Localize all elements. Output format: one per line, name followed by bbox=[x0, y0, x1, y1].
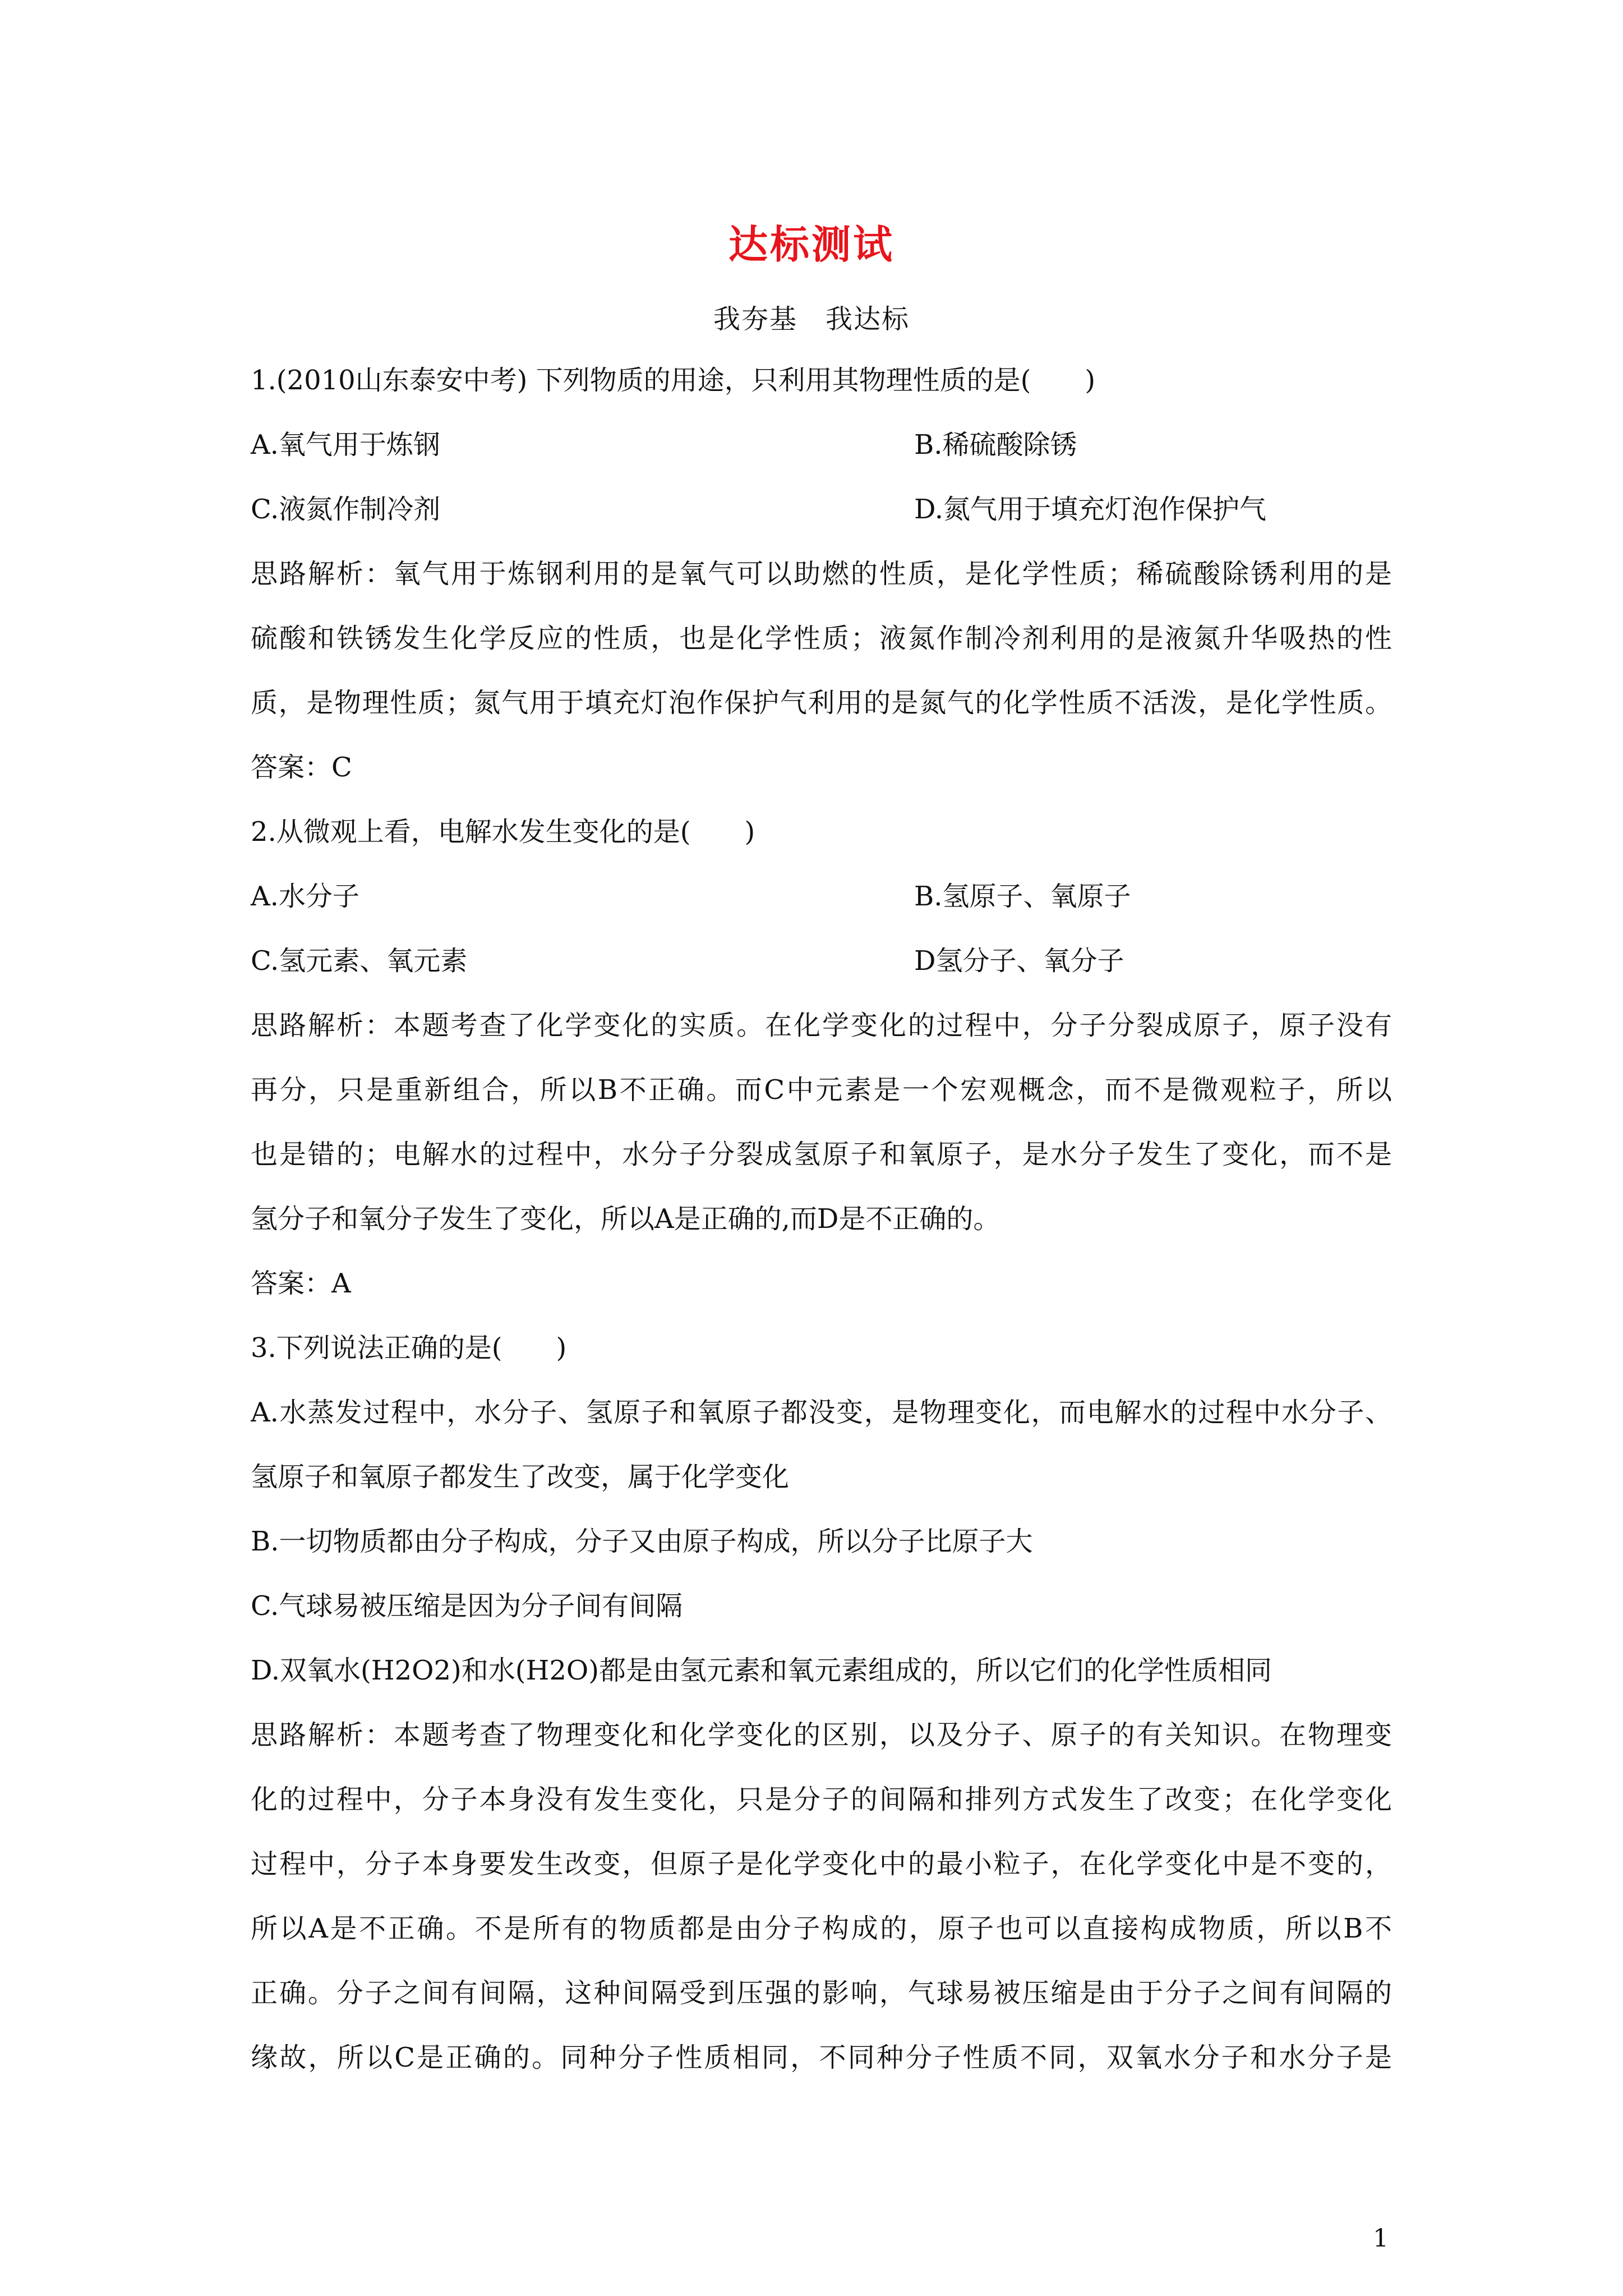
section-subtitle: 我夯基 我达标 bbox=[713, 303, 910, 335]
q3-analysis-line: 正确。分子之间有间隔，这种间隔受到压强的影响，气球易被压缩是由于分子之间有间隔的 bbox=[251, 1977, 1392, 2009]
q2-option-a: A.水分子 bbox=[251, 881, 359, 912]
q3-option-d: D.双氧水(H2O2)和水(H2O)都是由氢元素和氧元素组成的，所以它们的化学性质相同 bbox=[251, 1655, 1272, 1686]
q1-option-c: C.液氮作制冷剂 bbox=[251, 494, 441, 525]
q1-analysis-line: 质，是物理性质；氮气用于填充灯泡作保护气利用的是氮气的化学性质不活泼，是化学性质。 bbox=[251, 687, 1392, 719]
q3-analysis-line: 化的过程中，分子本身没有发生变化，只是分子的间隔和排列方式发生了改变；在化学变化 bbox=[251, 1784, 1392, 1815]
q1-analysis-line: 硫酸和铁锈发生化学反应的性质，也是化学性质；液氮作制冷剂利用的是液氮升华吸热的性 bbox=[251, 623, 1392, 654]
q1-option-a: A.氧气用于炼钢 bbox=[251, 429, 440, 461]
q3-option-a-cont: 氢原子和氧原子都发生了改变，属于化学变化 bbox=[251, 1461, 790, 1493]
q3-option-a: A.水蒸发过程中，水分子、氢原子和氧原子都没变，是物理变化，而电解水的过程中水分子、 bbox=[251, 1397, 1392, 1428]
q1-option-d: D.氮气用于填充灯泡作保护气 bbox=[914, 494, 1267, 525]
q3-analysis-line: 所以A是不正确。不是所有的物质都是由分子构成的，原子也可以直接构成物质，所以B不 bbox=[251, 1913, 1392, 1944]
q3-stem: 3.下列说法正确的是( ) bbox=[251, 1332, 567, 1364]
q3-analysis-line: 思路解析：本题考查了物理变化和化学变化的区别，以及分子、原子的有关知识。在物理变 bbox=[251, 1719, 1392, 1751]
q1-option-b: B.稀硫酸除锈 bbox=[914, 429, 1077, 461]
q3-analysis-line: 缘故，所以C是正确的。同种分子性质相同，不同种分子性质不同，双氧水分子和水分子是 bbox=[251, 2042, 1392, 2073]
q3-analysis-line: 过程中，分子本身要发生改变，但原子是化学变化中的最小粒子，在化学变化中是不变的， bbox=[251, 1848, 1392, 1880]
q2-option-b: B.氢原子、氧原子 bbox=[914, 881, 1131, 912]
page-title: 达标测试 bbox=[728, 221, 895, 268]
q2-analysis-line: 思路解析：本题考查了化学变化的实质。在化学变化的过程中，分子分裂成原子，原子没有 bbox=[251, 1010, 1392, 1041]
q1-stem: 1.(2010山东泰安中考) 下列物质的用途，只利用其物理性质的是( ) bbox=[251, 365, 1096, 396]
page-number: 1 bbox=[1373, 2224, 1389, 2253]
q2-option-c: C.氢元素、氧元素 bbox=[251, 945, 468, 977]
q2-option-d: D氢分子、氧分子 bbox=[914, 945, 1124, 977]
q2-analysis-line: 氢分子和氧分子发生了变化，所以A是正确的,而D是不正确的。 bbox=[251, 1203, 1000, 1235]
q3-option-b: B.一切物质都由分子构成，分子又由原子构成，所以分子比原子大 bbox=[251, 1526, 1033, 1557]
q2-analysis-line: 再分，只是重新组合，所以B不正确。而C中元素是一个宏观概念，而不是微观粒子，所以 bbox=[251, 1074, 1392, 1106]
q1-analysis-line: 思路解析：氧气用于炼钢利用的是氧气可以助燃的性质，是化学性质；稀硫酸除锈利用的是 bbox=[251, 558, 1392, 590]
q3-option-c: C.气球易被压缩是因为分子间有间隔 bbox=[251, 1590, 683, 1622]
q2-analysis-line: 也是错的；电解水的过程中，水分子分裂成氢原子和氧原子，是水分子发生了变化，而不是 bbox=[251, 1139, 1392, 1170]
q2-stem: 2.从微观上看，电解水发生变化的是( ) bbox=[251, 816, 755, 848]
q1-answer: 答案：C bbox=[251, 752, 352, 783]
q2-answer: 答案：A bbox=[251, 1268, 351, 1299]
